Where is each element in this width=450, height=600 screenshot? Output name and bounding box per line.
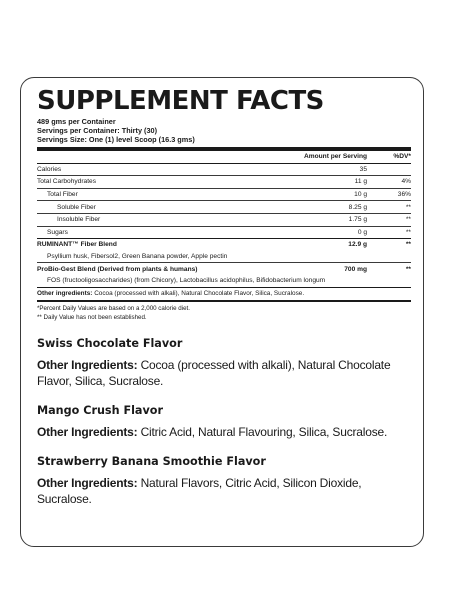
row-name: Soluble Fiber <box>37 201 304 214</box>
row-amount: 35 <box>304 163 367 176</box>
table-row <box>37 163 411 176</box>
row-dv: 36% <box>367 188 411 201</box>
other-ingredients-label: Other ingredients: <box>37 289 93 297</box>
row-name: Insoluble Fiber <box>37 213 304 226</box>
fiber-blend-name: RUMINANT™ Fiber Blend <box>37 241 117 249</box>
serving-info <box>37 117 411 151</box>
flavor-ingredients-text: Natural Flavors, Citric Acid, Silicon Dioxide, Sucralose. <box>37 475 362 506</box>
supplement-facts-panel <box>37 86 411 507</box>
probio-blend-row <box>37 263 411 275</box>
flavor-section <box>37 455 411 507</box>
probio-blend-dv: ** <box>405 265 411 273</box>
table-header <box>37 151 411 163</box>
table-row <box>37 226 411 239</box>
flavor-title: Swiss Chocolate Flavor <box>37 336 183 350</box>
flavor-section <box>37 337 411 389</box>
other-ingredients-line <box>37 288 411 302</box>
flavor-ingredients-label: Other Ingredients: <box>37 475 138 490</box>
other-ingredients-text: Cocoa (processed with alkali), Natural Chocolate Flavor, Silica, Sucralose. <box>94 289 305 297</box>
header-amount: Amount per Serving <box>304 151 367 163</box>
row-amount: 10 g <box>304 188 367 201</box>
footnote-not-established: ** Daily Value has not been established. <box>37 313 147 321</box>
probio-detail: FOS (fructooligosaccharides) (from Chicory), Lactobacillus acidophilus, Bifidobacterium longum <box>37 275 411 287</box>
row-dv: ** <box>367 201 411 214</box>
row-name: Total Fiber <box>37 188 304 201</box>
row-dv: ** <box>367 226 411 239</box>
table-row <box>37 213 411 226</box>
row-name: Calories <box>37 163 304 176</box>
flavor-title: Strawberry Banana Smoothie Flavor <box>37 454 266 468</box>
serving-size: Servings Size: One (1) level Scoop (16.3 gms) <box>37 135 195 144</box>
flavor-ingredients <box>37 475 411 507</box>
row-amount: 11 g <box>304 176 367 189</box>
probio-blend-name: ProBio-Gest Blend (Derived from plants & humans) <box>37 265 198 273</box>
panel-title: SUPPLEMENT FACTS <box>37 86 324 116</box>
row-name: Total Carbohydrates <box>37 176 304 189</box>
fiber-blend-row <box>37 239 411 251</box>
probio-detail-row <box>37 275 411 287</box>
flavor-section <box>37 404 411 440</box>
header-blank <box>37 151 304 163</box>
fiber-blend-detail: Psyllium husk, Fibersol2, Green Banana powder, Apple pectin <box>37 251 411 263</box>
table-row <box>37 201 411 214</box>
fiber-blend-detail-row <box>37 251 411 263</box>
footnote-dv: *Percent Daily Values are based on a 2,000 calorie diet. <box>37 304 190 312</box>
nutrition-table <box>37 151 411 288</box>
row-name: Sugars <box>37 226 304 239</box>
container-size: 489 gms per Container <box>37 117 116 126</box>
flavor-ingredients <box>37 424 411 440</box>
flavor-ingredients-text: Cocoa (processed with alkali), Natural Chocolate Flavor, Silica, Sucralose. <box>37 357 391 388</box>
table-row <box>37 188 411 201</box>
row-amount: 1.75 g <box>304 213 367 226</box>
row-amount: 8.25 g <box>304 201 367 214</box>
row-dv: 4% <box>367 176 411 189</box>
flavor-ingredients-text: Citric Acid, Natural Flavouring, Silica, Sucralose. <box>140 424 388 439</box>
fiber-blend-amount: 12.9 g <box>348 241 367 249</box>
header-dv: %DV* <box>367 151 411 163</box>
flavor-ingredients <box>37 357 411 389</box>
flavor-ingredients-label: Other Ingredients: <box>37 357 138 372</box>
servings-per-container: Servings per Container: Thirty (30) <box>37 126 158 135</box>
supplement-facts-card <box>20 77 424 547</box>
flavor-title: Mango Crush Flavor <box>37 403 163 417</box>
row-dv: ** <box>367 213 411 226</box>
row-dv <box>367 163 411 176</box>
row-amount: 0 g <box>304 226 367 239</box>
footnotes <box>37 304 411 322</box>
fiber-blend-dv: ** <box>405 241 411 249</box>
probio-blend-amount: 700 mg <box>344 265 367 273</box>
flavor-ingredients-label: Other Ingredients: <box>37 424 138 439</box>
table-row <box>37 176 411 189</box>
